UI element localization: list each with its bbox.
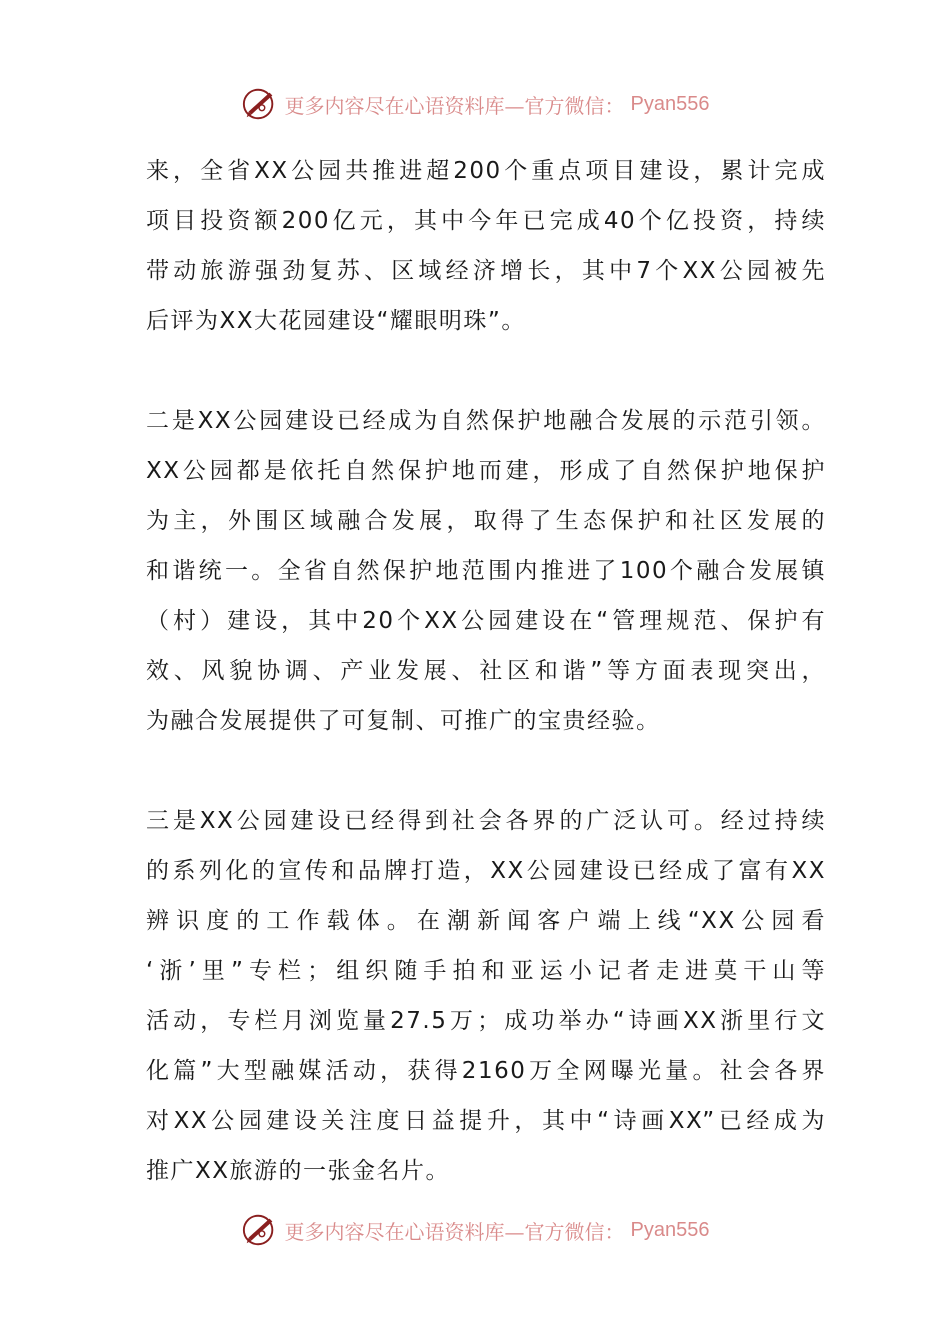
text-line: ‘浙’里”专栏；组织随手拍和亚运小记者走进莫干山等 xyxy=(146,958,826,984)
text-line: 辨识度的工作载体。在潮新闻客户端上线“XX公园看 xyxy=(146,908,826,934)
text-line: 效、风貌协调、产业发展、社区和谐”等方面表现突出， xyxy=(146,658,826,684)
paragraph-2 xyxy=(146,396,826,746)
text-line: 的系列化的宣传和品牌打造，XX公园建设已经成了富有XX xyxy=(146,858,826,884)
pen-logo-icon xyxy=(241,1211,279,1249)
footer-wechat-id: Pyan556 xyxy=(630,1218,710,1241)
pen-logo-icon xyxy=(241,85,279,123)
text-line: 为主，外围区域融合发展，取得了生态保护和社区发展的 xyxy=(146,508,826,534)
text-line: 来，全省XX公园共推进超200个重点项目建设，累计完成 xyxy=(146,158,826,184)
text-line: 带动旅游强劲复苏、区域经济增长，其中7个XX公园被先 xyxy=(146,258,826,284)
document-body xyxy=(146,146,826,1196)
paragraph-1 xyxy=(146,146,826,346)
text-line: 后评为XX大花园建设“耀眼明珠”。 xyxy=(146,308,526,334)
paragraph-3 xyxy=(146,796,826,1196)
text-line: 二是XX公园建设已经成为自然保护地融合发展的示范引领。 xyxy=(146,408,826,434)
text-line: （村）建设，其中20个XX公园建设在“管理规范、保护有 xyxy=(146,608,826,634)
header-banner xyxy=(0,80,950,128)
footer-banner-text: 更多内容尽在心语资料库—官方微信： xyxy=(284,1219,625,1244)
text-line: XX公园都是依托自然保护地而建，形成了自然保护地保护 xyxy=(146,458,826,484)
text-line: 和谐统一。全省自然保护地范围内推进了100个融合发展镇 xyxy=(146,558,826,584)
text-line: 为融合发展提供了可复制、可推广的宝贵经验。 xyxy=(146,708,661,734)
text-line: 活动，专栏月浏览量27.5万；成功举办“诗画XX浙里行文 xyxy=(146,1008,826,1034)
text-line: 推广XX旅游的一张金名片。 xyxy=(146,1158,451,1184)
footer-banner xyxy=(0,1206,950,1254)
text-line: 三是XX公园建设已经得到社会各界的广泛认可。经过持续 xyxy=(146,808,826,834)
text-line: 化篇”大型融媒活动，获得2160万全网曝光量。社会各界 xyxy=(146,1058,826,1084)
text-line: 对XX公园建设关注度日益提升，其中“诗画XX”已经成为 xyxy=(146,1108,826,1134)
header-banner-text: 更多内容尽在心语资料库—官方微信： xyxy=(284,93,625,118)
text-line: 项目投资额200亿元，其中今年已完成40个亿投资，持续 xyxy=(146,208,826,234)
header-wechat-id: Pyan556 xyxy=(630,92,710,115)
